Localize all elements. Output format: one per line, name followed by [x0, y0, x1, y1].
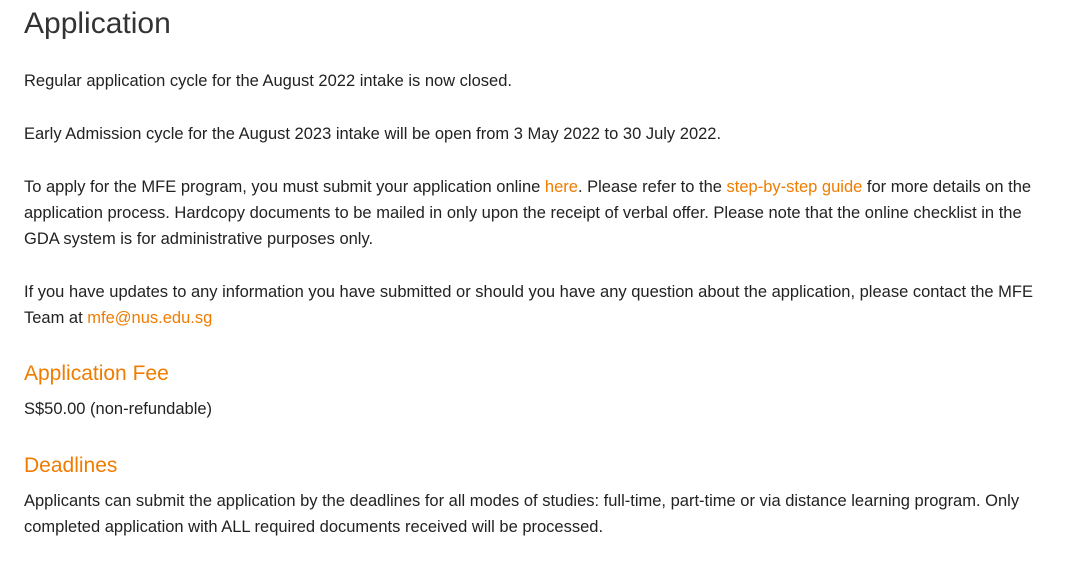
apply-online-link[interactable]: here [544, 178, 578, 196]
apply-text-part2: . Please refer to the [577, 178, 727, 196]
contact-text: If you have updates to any information you have submitted or should you have any question about the application, please contact the MFE Team at [24, 283, 1033, 327]
apply-text-part1: To apply for the MFE program, you must submit your application online [24, 178, 545, 196]
application-fee-text: S$50.00 (non-refundable) [24, 400, 213, 418]
application-fee-heading: Application Fee [24, 362, 169, 385]
intro-paragraph-contact [24, 279, 1060, 331]
page-title: Application [24, 7, 171, 40]
deadlines-text: Applicants can submit the application by the deadlines for all modes of studies: full-time, part-time or via distance learning program. Only completed application with ALL required documents received will be processed. [24, 492, 1020, 536]
intro-paragraph-how-to-apply [24, 174, 1060, 252]
step-by-step-guide-link[interactable]: step-by-step guide [726, 178, 863, 196]
deadlines-heading: Deadlines [24, 454, 118, 477]
apply-text-part3: for more details on the application process. Hardcopy documents to be mailed in only upon the receipt of verbal offer. Please note that the online checklist in the GDA system is for administrative purposes only. [24, 178, 1032, 248]
contact-email-link[interactable]: mfe@nus.edu.sg [87, 309, 213, 327]
intro-paragraph-closed: Regular application cycle for the August 2022 intake is now closed. [24, 72, 512, 90]
intro-paragraph-early-admission: Early Admission cycle for the August 2023 intake will be open from 3 May 2022 to 30 July 2022. [24, 125, 722, 143]
